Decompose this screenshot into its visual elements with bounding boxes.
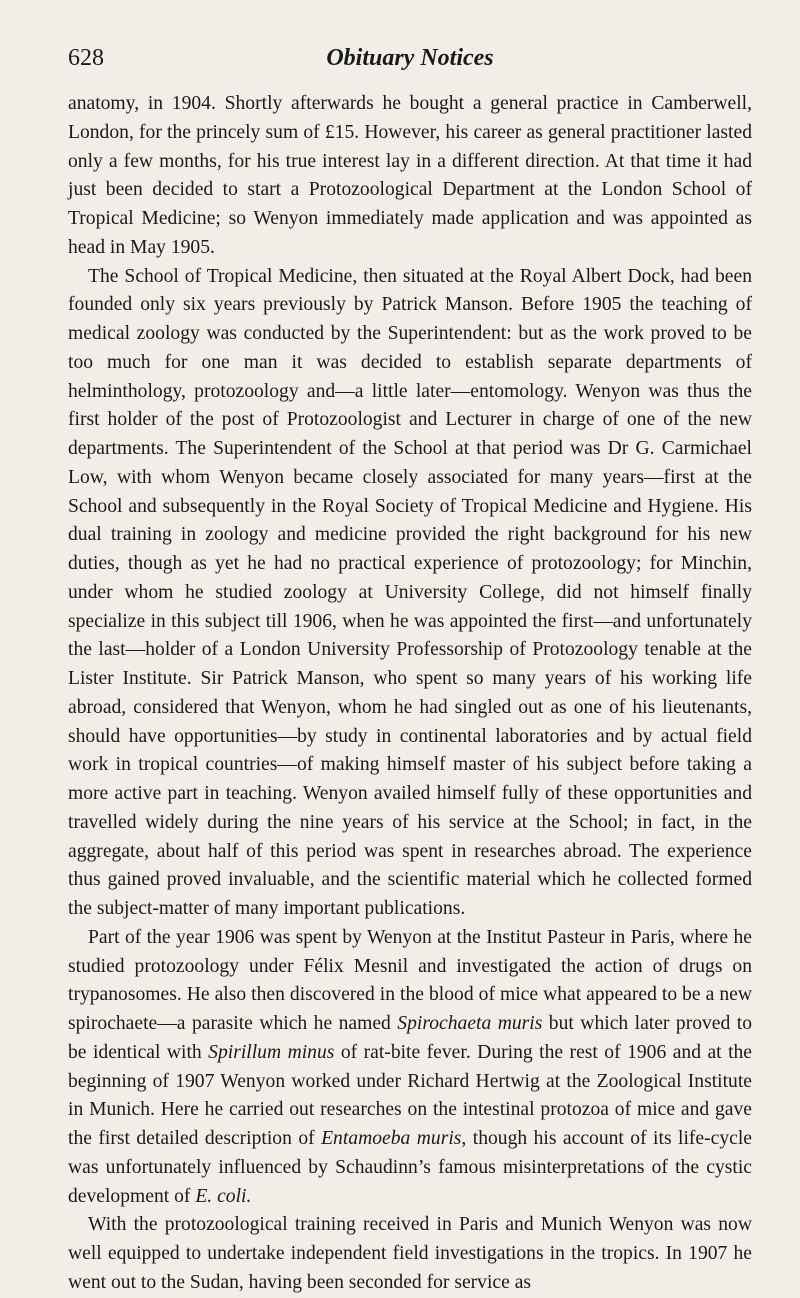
- text-segment: , though his account of its life-cycle was unfortunately influenced by Schaudinn’s famous misinterpretations of the cystic development of: [68, 1128, 752, 1207]
- running-head: Obituary Notices: [326, 45, 494, 71]
- page-header: [68, 38, 752, 78]
- species-name: Spirochaeta muris: [397, 1013, 543, 1034]
- text-segment: but which later proved to be identical with: [68, 1013, 752, 1063]
- paragraph-1: [68, 90, 752, 263]
- text-segment: The School of Tropical Medicine, then situated at the Royal Albert Dock, had been founded only six years previously by Patrick Manson. Before 1905 the teaching of medical zoology was conducted by the Superintendent: but as the work proved to be too much for one man it was decided to establish separate departments of helminthology, protozoology and—a little later—entomology. Wenyon was thus the first holder of the post of Protozoologist and Lecturer in charge of one of the new departments. The Superintendent of the School at that period was Dr G. Carmichael Low, with whom Wenyon became closely associated for many years—first at the School and subsequently in the Royal Society of Tropical Medicine and Hygiene. His dual training in zoology and medicine provided the right background for his new duties, though as yet he had no practical experience of protozoology; for Minchin, under whom he studied zoology at University College, did not himself finally specialize in this subject till 1906, when he was appointed the first—and unfortunately the last—holder of a London University Professorship of Protozoology tenable at the Lister Institute. Sir Patrick Manson, who spent so many years of his working life abroad, considered that Wenyon, whom he had singled out as one of his lieutenants, should have opportunities—by study in continental laboratories and by actual field work in tropical countries—of making himself master of his subject before taking a more active part in teaching. Wenyon availed himself fully of these opportunities and travelled widely during the nine years of his service at the School; in fact, in the aggregate, about half of this period was spent in researches abroad. The experience thus gained proved invaluable, and the scientific material which he collected formed the subject-matter of many important publications.: [68, 265, 752, 919]
- text-segment: Part of the year 1906 was spent by Wenyon at the Institut Pasteur in Paris, where he studied protozoology under Félix Mesnil and investigated the action of drugs on trypanosomes. He also then discovered in the blood of mice what appeared to be a new spirochaete—a parasite which he named: [68, 926, 752, 1034]
- text-segment: anatomy, in 1904. Shortly afterwards he bought a general practice in Camberwell, London, for the princely sum of £15. However, his career as general practitioner lasted only a few months, for his true interest lay in a different direction. At that time it had just been decided to start a Protozoological Department at the London School of Tropical Medicine; so Wenyon immediately made application and was appointed as head in May 1905.: [68, 93, 752, 258]
- page-number: 628: [68, 45, 104, 71]
- paragraph-3: [68, 924, 752, 1212]
- text-segment: of rat-bite fever. During the rest of 1906 and at the beginning of 1907 Wenyon worked under Richard Hertwig at the Zoological Institute in Munich. Here he carried out researches on the intestinal protozoa of mice and gave the first detailed description of: [68, 1041, 753, 1149]
- species-name: E. coli.: [195, 1185, 252, 1207]
- body-text: [68, 90, 752, 1298]
- paragraph-2: [68, 263, 752, 924]
- species-name: Entamoeba muris: [321, 1128, 462, 1149]
- species-name: Spirillum minus: [208, 1041, 335, 1063]
- paragraph-4: [68, 1211, 752, 1297]
- text-segment: With the protozoological training received in Paris and Munich Wenyon was now well equipped to undertake independent field investigations in the tropics. In 1907 he went out to the Sudan, having been seconded for service as: [68, 1214, 752, 1293]
